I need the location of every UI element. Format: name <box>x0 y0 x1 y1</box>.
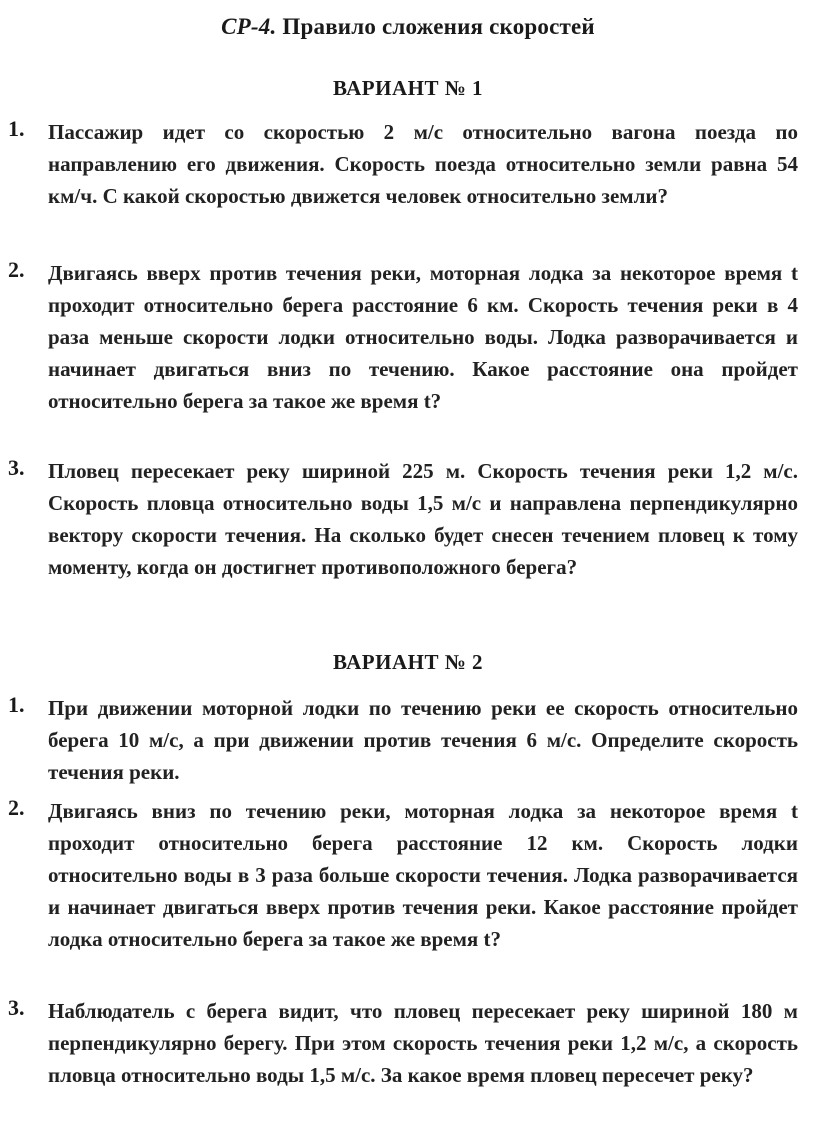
problem-number: 3. <box>8 995 25 1020</box>
problem-number: 2. <box>8 795 25 820</box>
problem-number: 3. <box>8 455 25 480</box>
page-title <box>0 14 816 40</box>
variant-2-heading: ВАРИАНТ № 2 <box>332 650 484 674</box>
problem-number: 1. <box>8 692 25 717</box>
problem-text: При движении моторной лодки по течению реки ее скорость относительно берега 10 м/с, а при движении против течения 6 м/с. Определите скорость течения реки. <box>48 696 798 784</box>
worksheet-title-text: Правило сложения скоростей <box>282 14 595 39</box>
worksheet-code: СР-4. <box>221 14 277 39</box>
problem-text: Двигаясь вверх против течения реки, моторная лодка за некоторое время t проходит относительно берега расстояние 6 км. Скорость течения реки в 4 раза меньше скорости лодки относительно воды. Лодка разворачивается и начинает двигаться вниз по течению. Какое расстояние она пройдет относительно берега за такое же время t? <box>48 261 798 413</box>
problem-text: Пассажир идет со скоростью 2 м/с относительно вагона поезда по направлению его движения. Скорость поезда относительно земли равна 54 км/ч. С какой скоростью движется человек относительно земли? <box>48 120 798 208</box>
problem-number: 1. <box>8 116 25 141</box>
variant-1-heading: ВАРИАНТ № 1 <box>332 76 484 100</box>
problem-text: Двигаясь вниз по течению реки, моторная лодка за некоторое время t проходит относительно берега расстояние 12 км. Скорость лодки относительно воды в 3 раза больше скорости течения. Лодка разворачивается и начинает двигаться вверх против течения реки. Какое расстояние пройдет лодка относительно берега за такое же время t? <box>48 799 798 951</box>
problem-number: 2. <box>8 257 25 282</box>
problem-text: Пловец пересекает реку шириной 225 м. Скорость течения реки 1,2 м/с. Скорость пловца относительно воды 1,5 м/с и направлена перпендикулярно вектору скорости течения. На сколько будет снесен течением пловец к тому моменту, когда он достигнет противоположного берега? <box>48 459 798 579</box>
problem-text: Наблюдатель с берега видит, что пловец пересекает реку шириной 180 м перпендикулярно берегу. При этом скорость течения реки 1,2 м/с, а скорость пловца относительно воды 1,5 м/с. За какое время пловец пересечет реку? <box>48 999 798 1087</box>
